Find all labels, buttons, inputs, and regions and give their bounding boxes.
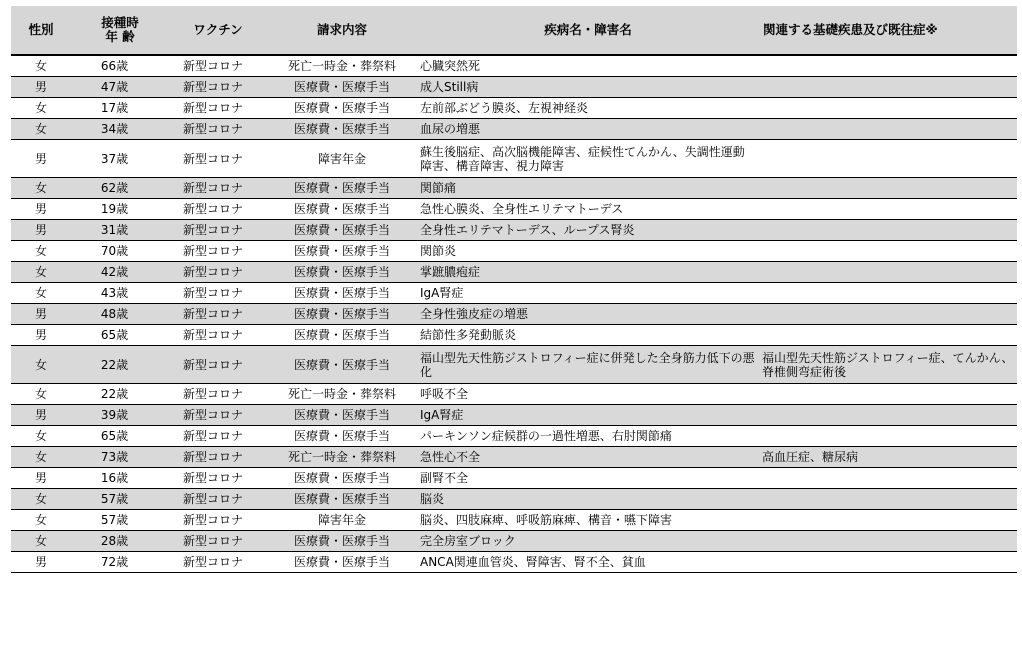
cell-age: 57歳 [71,510,169,531]
cell-sex: 男 [11,325,71,346]
cell-disease: 福山型先天性筋ジストロフィー症に併発した全身筋力低下の悪化 [417,346,759,384]
cell-age: 62歳 [71,178,169,199]
cell-claim: 医療費・医療手当 [267,426,417,447]
cell-sex: 女 [11,384,71,405]
cell-age: 39歳 [71,405,169,426]
cell-age: 48歳 [71,304,169,325]
cell-claim: 医療費・医療手当 [267,405,417,426]
cell-disease: 血尿の増悪 [417,119,759,140]
cell-claim: 医療費・医療手当 [267,178,417,199]
table-row [11,304,1017,325]
relief-claims-table [11,6,1017,573]
cell-age: 19歳 [71,199,169,220]
table-row [11,283,1017,304]
table-row [11,346,1017,384]
cell-disease: 蘇生後脳症、高次脳機能障害、症候性てんかん、失調性運動障害、構音障害、視力障害 [417,140,759,178]
cell-claim: 障害年金 [267,140,417,178]
cell-underlying [759,489,1017,510]
table-row [11,55,1017,77]
cell-sex: 男 [11,199,71,220]
cell-vaccine: 新型コロナ [169,447,267,468]
cell-vaccine: 新型コロナ [169,531,267,552]
cell-vaccine: 新型コロナ [169,199,267,220]
cell-sex: 女 [11,119,71,140]
cell-sex: 女 [11,426,71,447]
header-claim: 請求内容 [267,6,417,55]
cell-underlying [759,304,1017,325]
table-row [11,119,1017,140]
table-row [11,77,1017,98]
cell-age: 17歳 [71,98,169,119]
cell-disease: IgA腎症 [417,283,759,304]
cell-age: 22歳 [71,346,169,384]
cell-underlying [759,220,1017,241]
cell-claim: 医療費・医療手当 [267,199,417,220]
cell-claim: 医療費・医療手当 [267,98,417,119]
cell-vaccine: 新型コロナ [169,346,267,384]
cell-claim: 医療費・医療手当 [267,346,417,384]
cell-vaccine: 新型コロナ [169,405,267,426]
cell-sex: 女 [11,510,71,531]
header-age-line1: 接種時 [101,15,139,30]
cell-claim: 医療費・医療手当 [267,283,417,304]
cell-vaccine: 新型コロナ [169,304,267,325]
cell-underlying [759,283,1017,304]
cell-vaccine: 新型コロナ [169,262,267,283]
header-row [11,6,1017,55]
cell-disease: 急性心不全 [417,447,759,468]
cell-vaccine: 新型コロナ [169,552,267,573]
cell-disease: 左前部ぶどう膜炎、左視神経炎 [417,98,759,119]
table-row [11,140,1017,178]
cell-age: 42歳 [71,262,169,283]
cell-sex: 女 [11,178,71,199]
cell-vaccine: 新型コロナ [169,510,267,531]
cell-underlying [759,262,1017,283]
cell-age: 65歳 [71,426,169,447]
table-row [11,325,1017,346]
cell-sex: 女 [11,447,71,468]
cell-age: 31歳 [71,220,169,241]
cell-underlying [759,405,1017,426]
cell-age: 37歳 [71,140,169,178]
cell-vaccine: 新型コロナ [169,468,267,489]
cell-sex: 男 [11,140,71,178]
cell-underlying [759,384,1017,405]
cell-vaccine: 新型コロナ [169,55,267,77]
cell-sex: 男 [11,468,71,489]
cell-vaccine: 新型コロナ [169,241,267,262]
cell-claim: 医療費・医療手当 [267,552,417,573]
cell-age: 16歳 [71,468,169,489]
cell-disease: 結節性多発動脈炎 [417,325,759,346]
cell-disease: 全身性強皮症の増悪 [417,304,759,325]
table-row [11,510,1017,531]
cell-sex: 男 [11,405,71,426]
cell-sex: 女 [11,262,71,283]
cell-age: 65歳 [71,325,169,346]
cell-disease: パーキンソン症候群の一過性増悪、右肘関節痛 [417,426,759,447]
cell-disease: 心臓突然死 [417,55,759,77]
cell-vaccine: 新型コロナ [169,77,267,98]
cell-underlying [759,241,1017,262]
cell-underlying [759,98,1017,119]
cell-underlying: 高血圧症、糖尿病 [759,447,1017,468]
cell-underlying [759,140,1017,178]
header-vaccine: ワクチン [169,6,267,55]
cell-claim: 医療費・医療手当 [267,325,417,346]
cell-disease: 副腎不全 [417,468,759,489]
cell-claim: 医療費・医療手当 [267,468,417,489]
cell-sex: 女 [11,55,71,77]
header-sex: 性別 [11,6,71,55]
cell-underlying [759,77,1017,98]
cell-age: 22歳 [71,384,169,405]
cell-vaccine: 新型コロナ [169,489,267,510]
cell-claim: 医療費・医療手当 [267,489,417,510]
cell-underlying [759,325,1017,346]
cell-claim: 医療費・医療手当 [267,220,417,241]
cell-sex: 男 [11,220,71,241]
table-row [11,241,1017,262]
cell-disease: 掌蹠膿疱症 [417,262,759,283]
cell-sex: 男 [11,304,71,325]
table-row [11,262,1017,283]
header-age-line2: 年 齢 [105,29,135,44]
table-body [11,55,1017,573]
table-row [11,220,1017,241]
cell-underlying [759,531,1017,552]
cell-disease: 呼吸不全 [417,384,759,405]
cell-claim: 死亡一時金・葬祭料 [267,447,417,468]
cell-sex: 男 [11,552,71,573]
table-row [11,405,1017,426]
table-row [11,426,1017,447]
table-row [11,447,1017,468]
cell-vaccine: 新型コロナ [169,283,267,304]
cell-age: 66歳 [71,55,169,77]
cell-underlying [759,199,1017,220]
cell-underlying [759,552,1017,573]
cell-claim: 医療費・医療手当 [267,241,417,262]
cell-sex: 女 [11,531,71,552]
cell-underlying [759,178,1017,199]
cell-disease: 急性心膜炎、全身性エリテマトーデス [417,199,759,220]
cell-vaccine: 新型コロナ [169,384,267,405]
cell-disease: ANCA関連血管炎、腎障害、腎不全、貧血 [417,552,759,573]
cell-claim: 医療費・医療手当 [267,304,417,325]
cell-vaccine: 新型コロナ [169,140,267,178]
table-row [11,98,1017,119]
table-row [11,199,1017,220]
cell-vaccine: 新型コロナ [169,426,267,447]
cell-disease: 成人Still病 [417,77,759,98]
cell-age: 73歳 [71,447,169,468]
cell-sex: 女 [11,346,71,384]
cell-underlying [759,55,1017,77]
cell-claim: 死亡一時金・葬祭料 [267,384,417,405]
header-age [71,6,169,55]
table-row [11,178,1017,199]
cell-underlying [759,119,1017,140]
cell-vaccine: 新型コロナ [169,325,267,346]
cell-claim: 医療費・医療手当 [267,531,417,552]
table-row [11,552,1017,573]
header-disease: 疾病名・障害名 [417,6,759,55]
header-underlying: 関連する基礎疾患及び既往症※ [759,6,1017,55]
cell-disease: IgA腎症 [417,405,759,426]
table-row [11,384,1017,405]
table-row [11,468,1017,489]
cell-sex: 女 [11,241,71,262]
cell-underlying [759,510,1017,531]
cell-age: 34歳 [71,119,169,140]
cell-disease: 関節痛 [417,178,759,199]
cell-disease: 関節炎 [417,241,759,262]
cell-claim: 障害年金 [267,510,417,531]
cell-claim: 死亡一時金・葬祭料 [267,55,417,77]
cell-vaccine: 新型コロナ [169,98,267,119]
cell-claim: 医療費・医療手当 [267,77,417,98]
cell-underlying [759,426,1017,447]
cell-disease: 脳炎、四肢麻痺、呼吸筋麻痺、構音・嚥下障害 [417,510,759,531]
cell-age: 28歳 [71,531,169,552]
cell-disease: 全身性エリテマトーデス、ループス腎炎 [417,220,759,241]
cell-age: 72歳 [71,552,169,573]
cell-vaccine: 新型コロナ [169,119,267,140]
cell-disease: 脳炎 [417,489,759,510]
cell-sex: 女 [11,283,71,304]
cell-sex: 女 [11,489,71,510]
cell-sex: 女 [11,98,71,119]
cell-claim: 医療費・医療手当 [267,119,417,140]
cell-age: 47歳 [71,77,169,98]
cell-vaccine: 新型コロナ [169,220,267,241]
cell-underlying: 福山型先天性筋ジストロフィー症、てんかん、脊椎側弯症術後 [759,346,1017,384]
cell-age: 57歳 [71,489,169,510]
cell-age: 43歳 [71,283,169,304]
table-row [11,531,1017,552]
cell-claim: 医療費・医療手当 [267,262,417,283]
cell-vaccine: 新型コロナ [169,178,267,199]
cell-underlying [759,468,1017,489]
cell-age: 70歳 [71,241,169,262]
table-row [11,489,1017,510]
cell-disease: 完全房室ブロック [417,531,759,552]
cell-sex: 男 [11,77,71,98]
